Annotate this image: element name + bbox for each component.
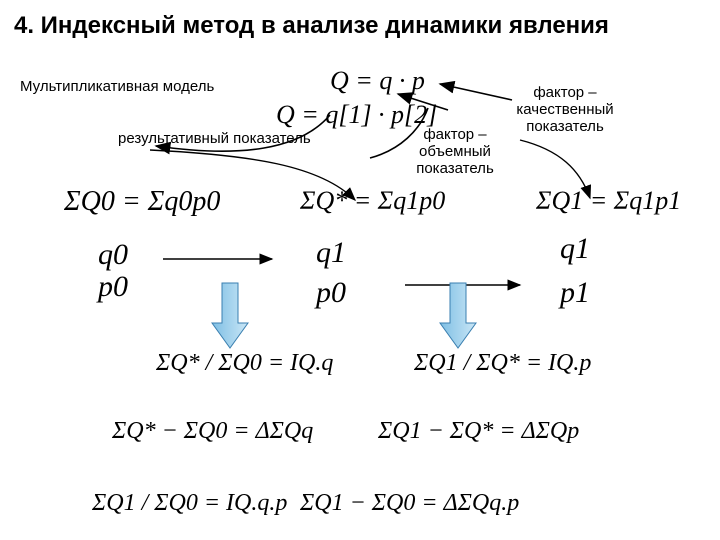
arrow-quality [440,84,512,100]
delta-volume: ΣQ* − ΣQ0 = ΔΣQq [112,418,314,444]
formula-main: Q = q · p [330,66,425,95]
delta-quality: ΣQ1 − ΣQ* = ΔΣQp [378,418,580,444]
block-arrow-left [212,283,248,348]
sum-report: ΣQ1 = Σq1p1 [536,186,682,215]
factor-p0-star: p0 [316,276,346,309]
factor-p0: p0 [98,270,128,303]
sum-star: ΣQ* = Σq1p0 [300,186,446,215]
index-volume: ΣQ* / ΣQ0 = IQ.q [156,350,334,376]
label-result: результативный показатель [118,130,311,147]
index-total: ΣQ1 / ΣQ0 = IQ.q.p [92,490,288,516]
slide-title: 4. Индексный метод в анализе динамики явления [14,12,609,39]
delta-total: ΣQ1 − ΣQ0 = ΔΣQq.p [300,490,520,516]
factor-q0: q0 [98,238,128,271]
label-quality: фактор – качественный показатель [516,84,614,135]
label-volume: фактор – объемный показатель [416,126,494,177]
factor-p1: p1 [560,276,590,309]
formula-ref: Q = q[1] · p[2] [276,100,438,129]
factor-q1: q1 [316,236,346,269]
sum-base: ΣQ0 = Σq0p0 [64,186,221,217]
model-label: Мультипликативная модель [20,78,215,95]
factor-q1-report: q1 [560,232,590,265]
block-arrow-right [440,283,476,348]
index-quality: ΣQ1 / ΣQ* = IQ.p [414,350,592,376]
